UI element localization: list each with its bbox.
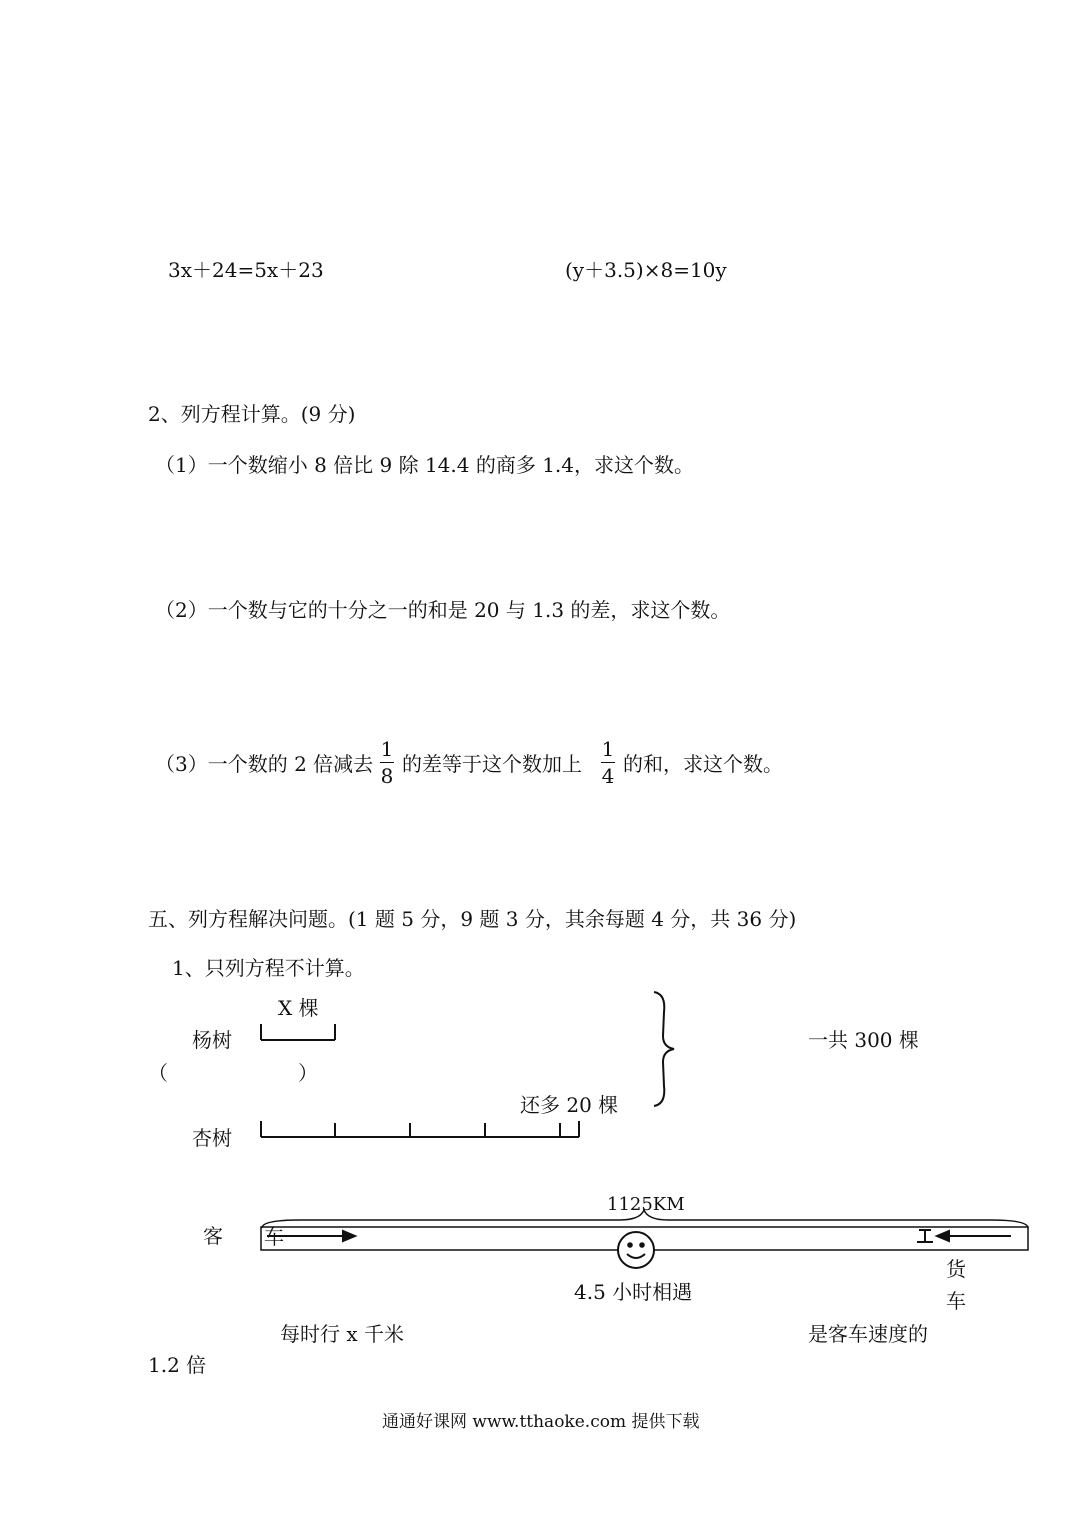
poplar-label: 杨树 <box>192 1028 232 1052</box>
passenger-label-1: 客 <box>203 1224 223 1248</box>
ratio-value: 1.2 倍 <box>148 1353 207 1377</box>
freight-arrow <box>937 1231 1011 1241</box>
equation-2: (y＋3.5)×8=10y <box>565 258 727 282</box>
fraction-bar <box>601 762 615 763</box>
footer-text: 通通好课网 www.tthaoke.com 提供下载 <box>382 1412 700 1432</box>
fraction-denominator: 4 <box>601 764 615 788</box>
ratio-label: 是客车速度的 <box>808 1322 928 1346</box>
total-brace <box>654 992 674 1106</box>
paren-close: ） <box>298 1061 318 1085</box>
speed-label: 每时行 x 千米 <box>280 1322 404 1346</box>
fraction-denominator: 8 <box>380 764 394 788</box>
poplar-count-label: X 棵 <box>278 996 319 1020</box>
apricot-label: 杏树 <box>192 1126 232 1150</box>
question-2: （2）一个数与它的十分之一的和是 20 与 1.3 的差，求这个数。 <box>155 598 731 622</box>
smiley-icon <box>618 1232 654 1268</box>
section-5-title: 五、列方程解决问题。(1 题 5 分，9 题 3 分，其余每题 4 分，共 36 分) <box>148 907 797 931</box>
more-label: 还多 20 棵 <box>520 1093 619 1117</box>
fraction-numerator: 1 <box>601 737 615 761</box>
question-1: （1）一个数缩小 8 倍比 9 除 14.4 的商多 1.4，求这个数。 <box>155 453 695 477</box>
distance-label: 1125KM <box>607 1194 685 1215</box>
track <box>261 1227 1028 1250</box>
question-3-middle: 的差等于这个数加上 <box>402 752 582 776</box>
equation-1: 3x＋24=5x＋23 <box>168 258 324 282</box>
freight-marker <box>917 1230 933 1242</box>
fraction-bar <box>380 762 394 763</box>
question-3-prefix: （3）一个数的 2 倍减去 <box>155 752 374 776</box>
fraction-one-eighth <box>380 738 394 787</box>
freight-label-1: 货 <box>946 1257 966 1281</box>
passenger-label-2: 车 <box>264 1225 284 1249</box>
fraction-numerator: 1 <box>380 737 394 761</box>
poplar-segment <box>261 1024 335 1040</box>
question-3-suffix: 的和，求这个数。 <box>623 752 783 776</box>
total-label: 一共 300 棵 <box>808 1028 919 1052</box>
section-2-title: 2、列方程计算。(9 分) <box>148 402 356 426</box>
apricot-segment <box>261 1121 579 1137</box>
freight-label-2: 车 <box>946 1289 966 1313</box>
meet-label: 4.5 小时相遇 <box>574 1280 693 1304</box>
paren-open: （ <box>148 1061 168 1085</box>
section-5-sub-1: 1、只列方程不计算。 <box>172 956 365 980</box>
fraction-one-quarter <box>601 738 615 787</box>
